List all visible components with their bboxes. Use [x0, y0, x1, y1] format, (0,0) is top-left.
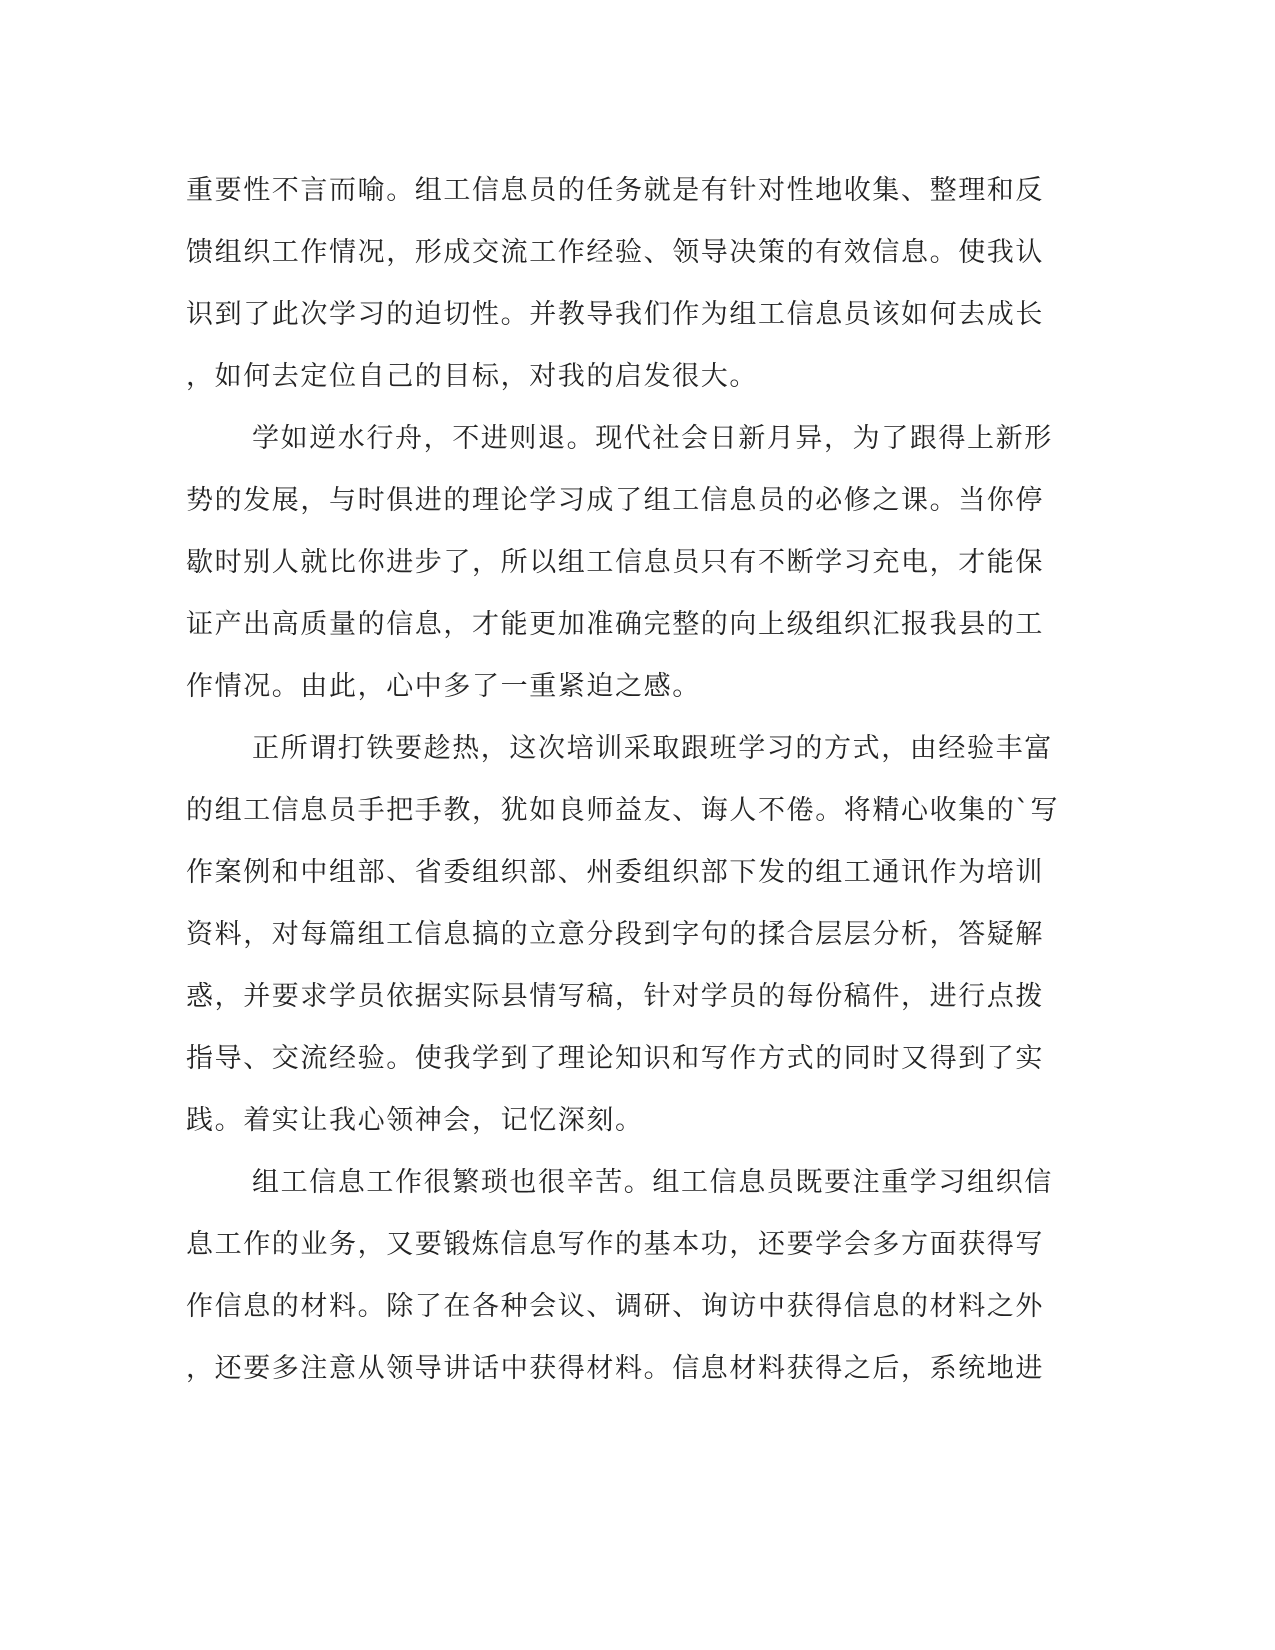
text-line: 息工作的业务，又要锻炼信息写作的基本功，还要学会多方面获得写: [186, 1229, 1044, 1260]
text-line: ，还要多注意从领导讲话中获得材料。信息材料获得之后，系统地进: [186, 1353, 1044, 1384]
paragraph-first-line: 学如逆水行舟，不进则退。现代社会日新月异，为了跟得上新形: [252, 423, 1053, 454]
text-line: 资料，对每篇组工信息搞的立意分段到字句的揉合层层分析，答疑解: [186, 919, 1044, 950]
text-line: 惑，并要求学员依据实际县情写稿，针对学员的每份稿件，进行点拨: [186, 981, 1044, 1012]
text-line: ，如何去定位自己的目标，对我的启发很大。: [186, 361, 758, 392]
text-line: 作案例和中组部、省委组织部、州委组织部下发的组工通讯作为培训: [186, 857, 1044, 888]
body-text: [186, 160, 1086, 1400]
text-line: 歇时别人就比你进步了，所以组工信息员只有不断学习充电，才能保: [186, 547, 1044, 578]
text-line: 馈组织工作情况，形成交流工作经验、领导决策的有效信息。使我认: [186, 237, 1044, 268]
text-line: 证产出高质量的信息，才能更加准确完整的向上级组织汇报我县的工: [186, 609, 1044, 640]
text-line: 识到了此次学习的迫切性。并教导我们作为组工信息员该如何去成长: [186, 299, 1044, 330]
text-line: 指导、交流经验。使我学到了理论知识和写作方式的同时又得到了实: [186, 1043, 1044, 1074]
text-line: 作情况。由此，心中多了一重紧迫之感。: [186, 671, 701, 702]
paragraph-first-line: 正所谓打铁要趁热，这次培训采取跟班学习的方式，由经验丰富: [252, 733, 1053, 764]
paragraph-first-line: 组工信息工作很繁琐也很辛苦。组工信息员既要注重学习组织信: [252, 1167, 1053, 1198]
text-line: 作信息的材料。除了在各种会议、调研、询访中获得信息的材料之外: [186, 1291, 1044, 1322]
text-line: 践。着实让我心领神会，记忆深刻。: [186, 1105, 644, 1136]
text-line: 势的发展，与时俱进的理论学习成了组工信息员的必修之课。当你停: [186, 485, 1044, 516]
text-line: 重要性不言而喻。组工信息员的任务就是有针对性地收集、整理和反: [186, 175, 1044, 206]
text-line: 的组工信息员手把手教，犹如良师益友、诲人不倦。将精心收集的`写: [186, 795, 1060, 826]
